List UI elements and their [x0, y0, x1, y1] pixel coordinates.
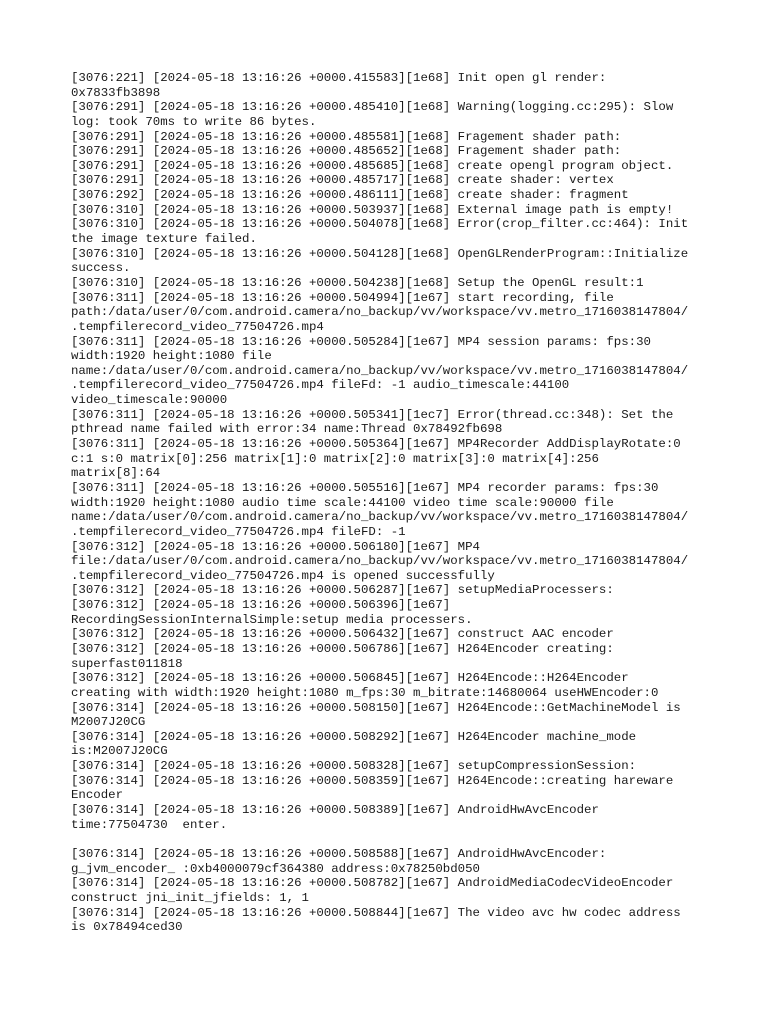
log-line: path:/data/user/0/com.android.camera/no_backup/vv/workspace/vv.metro_1716038147804/ — [71, 305, 689, 320]
log-line: .tempfilerecord_video_77504726.mp4 is opened successfully — [71, 568, 495, 583]
log-line: [3076:312] [2024-05-18 13:16:26 +0000.506396][1e67] — [71, 598, 451, 613]
log-line: [3076:311] [2024-05-18 13:16:26 +0000.504994][1e67] start recording, file — [71, 290, 614, 305]
log-line: time:77504730 enter. — [71, 817, 228, 832]
log-line: file:/data/user/0/com.android.camera/no_backup/vv/workspace/vv.metro_1716038147804/ — [71, 554, 689, 569]
log-line: c:1 s:0 matrix[0]:256 matrix[1]:0 matrix[2]:0 matrix[3]:0 matrix[4]:256 — [71, 451, 599, 466]
log-line: [3076:292] [2024-05-18 13:16:26 +0000.486111][1e68] create shader: fragment — [71, 188, 629, 203]
log-line: [3076:291] [2024-05-18 13:16:26 +0000.485410][1e68] Warning(logging.cc:295): Slow — [71, 100, 674, 115]
log-line: log: took 70ms to write 86 bytes. — [71, 114, 317, 129]
log-line: [3076:312] [2024-05-18 13:16:26 +0000.506432][1e67] construct AAC encoder — [71, 627, 614, 642]
log-line: [3076:312] [2024-05-18 13:16:26 +0000.506287][1e67] setupMediaProcessers: — [71, 583, 614, 598]
log-line: [3076:314] [2024-05-18 13:16:26 +0000.508588][1e67] AndroidHwAvcEncoder: — [71, 846, 607, 861]
log-line: superfast011818 — [71, 656, 183, 671]
log-line: [3076:314] [2024-05-18 13:16:26 +0000.508389][1e67] AndroidHwAvcEncoder — [71, 803, 599, 818]
log-line: [3076:310] [2024-05-18 13:16:26 +0000.504128][1e68] OpenGLRenderProgram::Initialize — [71, 246, 689, 261]
log-line: is:M2007J20CG — [71, 744, 168, 759]
log-line: .tempfilerecord_video_77504726.mp4 fileFD: -1 — [71, 524, 406, 539]
log-line: [3076:310] [2024-05-18 13:16:26 +0000.504238][1e68] Setup the OpenGL result:1 — [71, 275, 644, 290]
log-line: M2007J20CG — [71, 715, 146, 730]
log-line: [3076:314] [2024-05-18 13:16:26 +0000.508359][1e67] H264Encode::creating hareware — [71, 773, 674, 788]
log-line: name:/data/user/0/com.android.camera/no_backup/vv/workspace/vv.metro_1716038147804/ — [71, 363, 689, 378]
log-line: [3076:312] [2024-05-18 13:16:26 +0000.506786][1e67] H264Encoder creating: — [71, 641, 614, 656]
log-line: creating with width:1920 height:1080 m_fps:30 m_bitrate:14680064 useHWEncoder:0 — [71, 685, 659, 700]
log-line: pthread name failed with error:34 name:Thread 0x78492fb698 — [71, 422, 503, 437]
log-line: success. — [71, 261, 131, 276]
log-line: [3076:314] [2024-05-18 13:16:26 +0000.508292][1e67] H264Encoder machine_mode — [71, 729, 637, 744]
log-line: [3076:312] [2024-05-18 13:16:26 +0000.506180][1e67] MP4 — [71, 539, 480, 554]
log-line: [3076:314] [2024-05-18 13:16:26 +0000.508328][1e67] setupCompressionSession: — [71, 759, 637, 774]
log-line: [3076:310] [2024-05-18 13:16:26 +0000.504078][1e68] Error(crop_filter.cc:464): Init — [71, 217, 689, 232]
log-line: [3076:314] [2024-05-18 13:16:26 +0000.508150][1e67] H264Encode::GetMachineModel is — [71, 700, 681, 715]
log-line: g_jvm_encoder_ :0xb4000079cf364380 address:0x78250bd050 — [71, 861, 480, 876]
log-line: width:1920 height:1080 audio time scale:44100 video time scale:90000 file — [71, 495, 614, 510]
log-line: name:/data/user/0/com.android.camera/no_backup/vv/workspace/vv.metro_1716038147804/ — [71, 510, 689, 525]
log-line: video_timescale:90000 — [71, 393, 228, 408]
log-line: [3076:311] [2024-05-18 13:16:26 +0000.505516][1e67] MP4 recorder params: fps:30 — [71, 480, 659, 495]
log-line: 0x7833fb3898 — [71, 85, 161, 100]
log-line: the image texture failed. — [71, 232, 257, 247]
log-line: width:1920 height:1080 file — [71, 349, 272, 364]
log-line: .tempfilerecord_video_77504726.mp4 — [71, 319, 324, 334]
log-line: [3076:314] [2024-05-18 13:16:26 +0000.508844][1e67] The video avc hw codec address — [71, 905, 681, 920]
log-line: [3076:310] [2024-05-18 13:16:26 +0000.503937][1e68] External image path is empty! — [71, 202, 674, 217]
log-line: [3076:312] [2024-05-18 13:16:26 +0000.506845][1e67] H264Encode::H264Encoder — [71, 671, 629, 686]
log-line: .tempfilerecord_video_77504726.mp4 fileFd: -1 audio_timescale:44100 — [71, 378, 570, 393]
log-line: construct jni_init_jfields: 1, 1 — [71, 890, 309, 905]
log-line: is 0x78494ced30 — [71, 920, 183, 935]
log-line: [3076:311] [2024-05-18 13:16:26 +0000.505341][1ec7] Error(thread.cc:348): Set the — [71, 407, 674, 422]
log-line: [3076:221] [2024-05-18 13:16:26 +0000.415583][1e68] Init open gl render: — [71, 71, 607, 85]
log-line: [3076:291] [2024-05-18 13:16:26 +0000.485652][1e68] Fragement shader path: — [71, 144, 622, 159]
log-line: [3076:291] [2024-05-18 13:16:26 +0000.485581][1e68] Fragement shader path: — [71, 129, 622, 144]
log-line: [3076:311] [2024-05-18 13:16:26 +0000.505284][1e67] MP4 session params: fps:30 — [71, 334, 651, 349]
blank-line — [71, 832, 711, 847]
log-line: Encoder — [71, 788, 124, 803]
log-line: [3076:314] [2024-05-18 13:16:26 +0000.508782][1e67] AndroidMediaCodecVideoEncoder — [71, 876, 674, 891]
log-line: matrix[8]:64 — [71, 466, 161, 481]
log-text-block — [71, 71, 711, 935]
log-line: [3076:291] [2024-05-18 13:16:26 +0000.485685][1e68] create opengl program object. — [71, 158, 674, 173]
log-line: RecordingSessionInternalSimple:setup media processers. — [71, 612, 473, 627]
log-line: [3076:311] [2024-05-18 13:16:26 +0000.505364][1e67] MP4Recorder AddDisplayRotate:0 — [71, 437, 681, 452]
log-line: [3076:291] [2024-05-18 13:16:26 +0000.485717][1e68] create shader: vertex — [71, 173, 614, 188]
